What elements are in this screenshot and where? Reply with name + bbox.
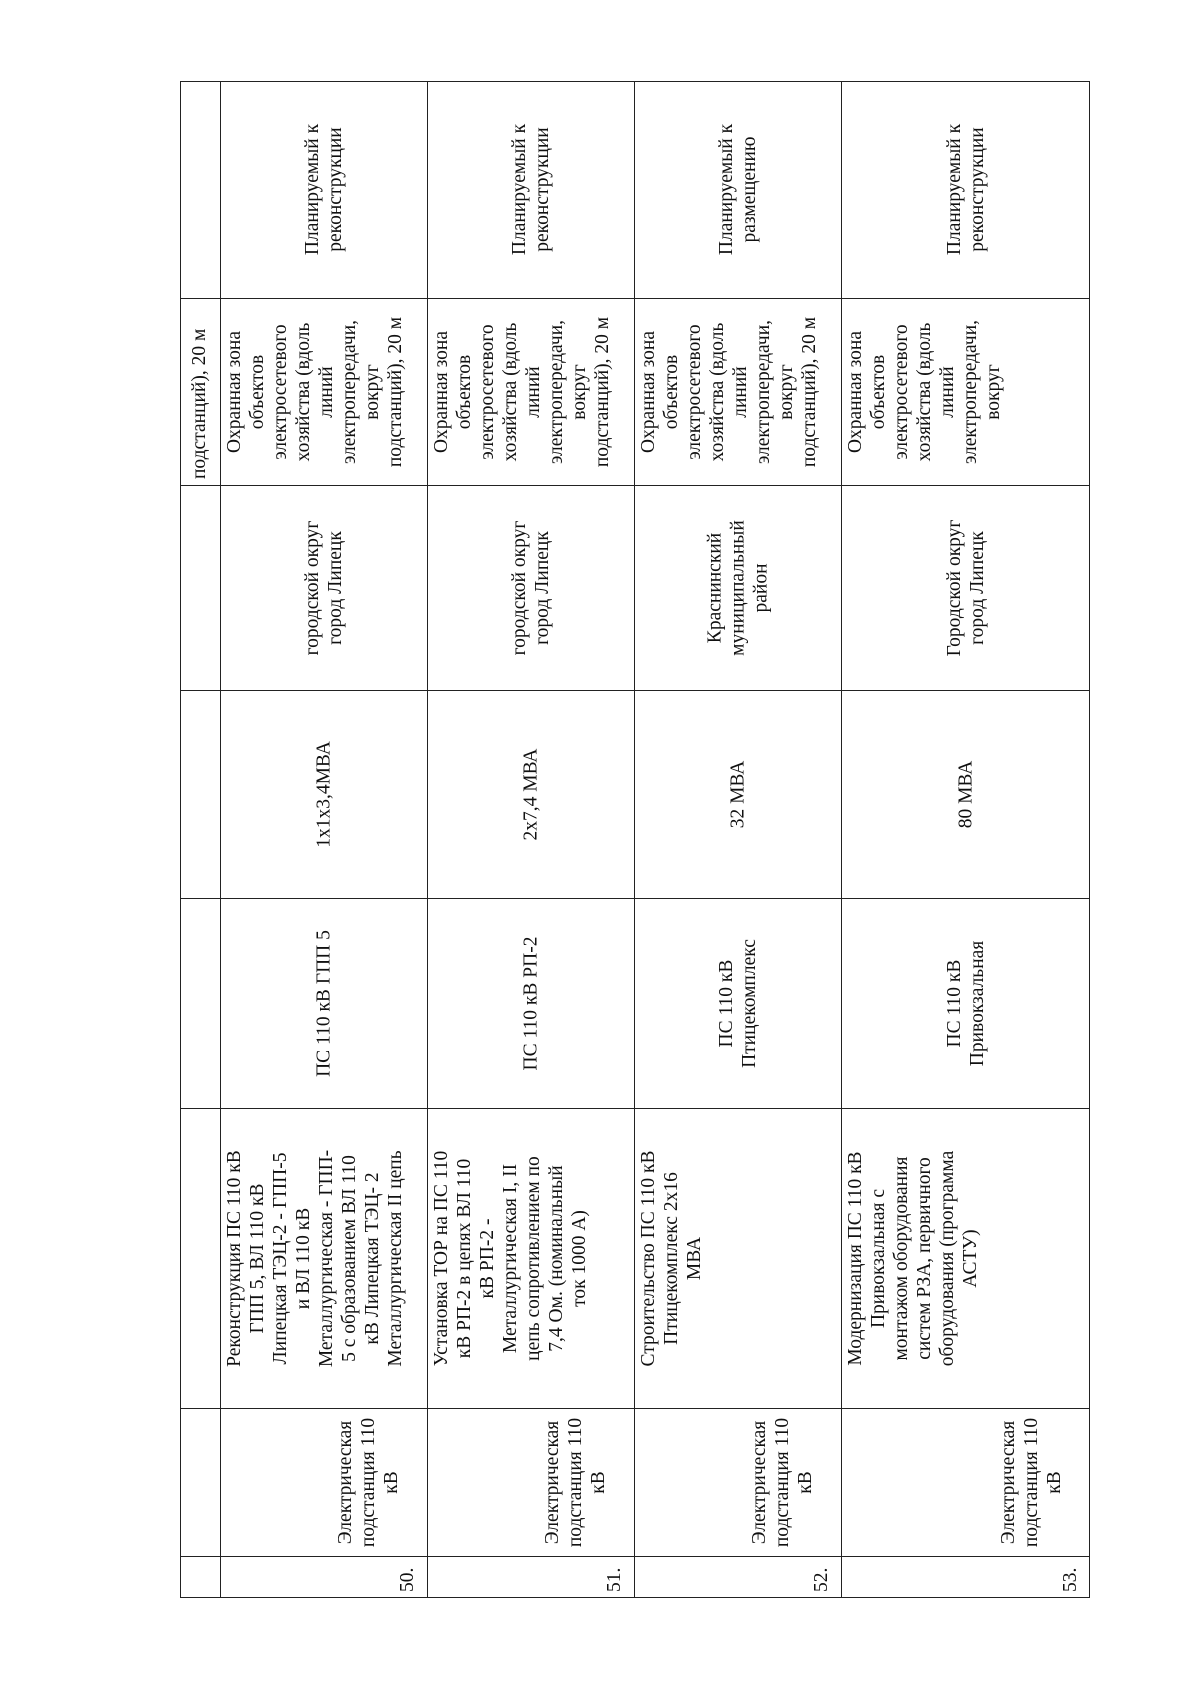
- status-text: [943, 81, 989, 298]
- text-line: реконструкции: [325, 127, 346, 252]
- cell-capacity: [842, 690, 1090, 898]
- text-line: Электрическая: [749, 1420, 770, 1545]
- text-line: Охранная зона: [224, 330, 245, 454]
- text-line: хозяйства (вдоль: [293, 322, 314, 462]
- num-text: [396, 1568, 419, 1592]
- cell-capacity: [635, 690, 841, 898]
- text-line: Охранная зона: [845, 330, 866, 454]
- cell-status: [180, 81, 220, 298]
- name-text: [943, 899, 989, 1108]
- cell-capacity: [180, 690, 220, 898]
- text-line: МВА: [684, 1236, 705, 1281]
- cell-location: [221, 485, 427, 690]
- text-line: АСТУ): [960, 1229, 981, 1288]
- text-line: объектов: [247, 354, 268, 430]
- cell-location: [428, 485, 634, 690]
- text-line: электропередачи,: [546, 319, 567, 465]
- text-line: Планируемый к: [716, 123, 737, 256]
- zone-text: [637, 299, 821, 485]
- location-text: [301, 486, 347, 690]
- cell-capacity: [221, 690, 427, 898]
- type-text: [748, 1409, 817, 1556]
- text-line: 1х1х3,4МВА: [313, 741, 335, 848]
- text-line: Привокзальная: [967, 940, 988, 1067]
- text-line: Охранная зона: [431, 330, 452, 454]
- text-line: кВ РП-2 -: [477, 1218, 498, 1299]
- cell-description: [221, 1108, 427, 1408]
- text-line: город Липецк: [967, 531, 988, 645]
- text-line: 32 МВА: [727, 760, 749, 829]
- text-line: электропередачи,: [960, 319, 981, 465]
- cell-num: [842, 1556, 1090, 1598]
- cell-type: [842, 1408, 1090, 1556]
- cell-location: [842, 485, 1090, 690]
- text-line: электропередачи,: [339, 319, 360, 465]
- cell-type: [180, 1408, 220, 1556]
- text-line: линий: [730, 366, 751, 418]
- table-row: [428, 81, 635, 1598]
- cell-capacity: [428, 690, 634, 898]
- cell-type: [635, 1408, 841, 1556]
- text-line: Привокзальная с: [868, 1188, 889, 1329]
- text-line: Реконструкция ПС 110 кВ: [224, 1150, 245, 1367]
- cell-status: [428, 81, 634, 298]
- text-line: 53.: [1060, 1567, 1081, 1592]
- text-line: Металлургическая II цепь: [385, 1150, 406, 1367]
- description-text: [223, 1109, 407, 1408]
- text-line: Краснинский: [704, 532, 726, 644]
- text-line: ПС 110 кВ: [944, 959, 965, 1048]
- text-line: город Липецк: [325, 531, 346, 645]
- text-line: линий: [316, 366, 337, 418]
- text-line: Охранная зона: [638, 330, 659, 454]
- name-text: [313, 899, 336, 1108]
- text-line: цепь сопротивлением по: [523, 1156, 544, 1361]
- cell-description: [180, 1108, 220, 1408]
- cell-description: [842, 1108, 1090, 1408]
- cell-num: [221, 1556, 427, 1598]
- text-line: подстанция 110: [1021, 1417, 1042, 1548]
- capacity-text: [955, 691, 978, 898]
- text-line: кВ РП-2 в цепях ВЛ 110: [454, 1158, 475, 1359]
- cell-status: [842, 81, 1090, 298]
- location-text: [508, 486, 554, 690]
- text-line: кВ Липецкая ТЭЦ- 2: [362, 1172, 383, 1345]
- description-text: [844, 1109, 982, 1408]
- text-line: Городской округ: [944, 519, 965, 657]
- text-line: объектов: [868, 354, 889, 430]
- cell-num: [635, 1556, 841, 1598]
- text-line: хозяйства (вдоль: [707, 322, 728, 462]
- text-line: реконструкции: [532, 127, 553, 252]
- objects-table: [180, 81, 1090, 1598]
- cell-zone: [428, 298, 634, 485]
- text-line: электросетевого: [891, 324, 912, 460]
- cell-num: [180, 1556, 220, 1598]
- text-line: Планируемый к: [302, 123, 323, 256]
- text-line: кВ: [381, 1471, 402, 1494]
- cell-num: [428, 1556, 634, 1598]
- num-text: [603, 1568, 626, 1592]
- text-line: кВ: [1044, 1471, 1065, 1494]
- num-text: [810, 1568, 833, 1592]
- text-line: Электрическая: [335, 1420, 356, 1545]
- text-line: вокруг: [983, 364, 1004, 420]
- num-text: [1059, 1568, 1082, 1592]
- text-line: ПС 110 кВ РП-2: [520, 936, 542, 1071]
- text-line: 52.: [811, 1567, 832, 1592]
- text-line: 51.: [604, 1567, 625, 1592]
- text-line: подстанция 110: [772, 1417, 793, 1548]
- text-line: ГПП 5, ВЛ 110 кВ: [247, 1183, 268, 1334]
- cell-description: [635, 1108, 841, 1408]
- text-line: линий: [937, 366, 958, 418]
- text-line: подстанций), 20 м: [592, 316, 613, 468]
- text-line: подстанций), 20 м: [385, 316, 406, 468]
- text-line: подстанция 110: [358, 1417, 379, 1548]
- text-line: вокруг: [362, 364, 383, 420]
- text-line: 80 МВА: [955, 760, 977, 829]
- text-line: хозяйства (вдоль: [914, 322, 935, 462]
- cell-zone: [221, 298, 427, 485]
- cell-name: [635, 898, 841, 1108]
- text-line: электросетевого: [270, 324, 291, 460]
- table-row-continuation: [180, 81, 221, 1598]
- text-line: монтажом оборудования: [891, 1156, 912, 1361]
- text-line: кВ: [588, 1471, 609, 1494]
- location-text: [943, 486, 989, 690]
- type-text: [334, 1409, 403, 1556]
- cell-zone: [635, 298, 841, 485]
- text-line: 50.: [397, 1567, 418, 1592]
- table-row: [842, 81, 1090, 1598]
- text-line: 7,4 Ом. (номинальный: [546, 1165, 567, 1352]
- zone-text: [844, 299, 1005, 485]
- table-viewport: [180, 81, 1090, 1598]
- text-line: и ВЛ 110 кВ: [293, 1207, 314, 1310]
- name-text: [715, 899, 761, 1108]
- zone-tail-text: подстанций), 20 м: [189, 328, 210, 479]
- text-line: систем РЗА, первичного: [914, 1157, 935, 1360]
- cell-type: [428, 1408, 634, 1556]
- text-line: муниципальный: [727, 520, 749, 656]
- capacity-text: [313, 691, 336, 898]
- cell-name: [180, 898, 220, 1108]
- text-line: реконструкции: [967, 127, 988, 252]
- table-row: [635, 81, 842, 1598]
- text-line: Модернизация ПС 110 кВ: [845, 1151, 866, 1366]
- cell-zone: [842, 298, 1090, 485]
- type-text: [541, 1409, 610, 1556]
- text-line: Строительство ПС 110 кВ: [638, 1150, 659, 1367]
- text-line: электросетевого: [477, 324, 498, 460]
- text-line: Металлургическая - ГПП-: [316, 1149, 337, 1368]
- cell-type: [221, 1408, 427, 1556]
- status-text: [301, 81, 347, 298]
- text-line: электросетевого: [684, 324, 705, 460]
- cell-location: [180, 485, 220, 690]
- cell-description: [428, 1108, 634, 1408]
- text-line: электропередачи,: [753, 319, 774, 465]
- zone-text: [223, 299, 407, 485]
- name-text: [520, 899, 543, 1108]
- status-text: [508, 81, 554, 298]
- text-line: вокруг: [776, 364, 797, 420]
- text-line: вокруг: [569, 364, 590, 420]
- cell-name: [428, 898, 634, 1108]
- text-line: Металлургическая I, II: [500, 1163, 521, 1354]
- text-line: Планируемый к: [944, 123, 965, 256]
- text-line: Птицекомплекс: [739, 939, 760, 1068]
- text-line: подстанций), 20 м: [799, 316, 820, 468]
- zone-text: [430, 299, 614, 485]
- cell-name: [842, 898, 1090, 1108]
- cell-location: [635, 485, 841, 690]
- capacity-text: [727, 691, 750, 898]
- text-line: ПС 110 кВ ГПП 5: [313, 930, 335, 1077]
- text-line: городской округ: [302, 520, 323, 656]
- location-text: [704, 486, 773, 690]
- cell-zone: [180, 298, 220, 485]
- text-line: оборудования (программа: [937, 1150, 958, 1367]
- text-line: кВ: [795, 1471, 816, 1494]
- text-line: Планируемый к: [509, 123, 530, 256]
- type-text: [997, 1409, 1066, 1556]
- text-line: ток 1000 А): [569, 1210, 590, 1307]
- text-line: Липецкая ТЭЦ-2 - ГПП-5: [270, 1152, 291, 1365]
- text-line: Электрическая: [998, 1420, 1019, 1545]
- cell-name: [221, 898, 427, 1108]
- text-line: ПС 110 кВ: [716, 959, 737, 1048]
- capacity-text: [520, 691, 543, 898]
- cell-status: [635, 81, 841, 298]
- text-line: 5 с образованием ВЛ 110: [339, 1155, 360, 1362]
- table-row: [221, 81, 428, 1598]
- text-line: Электрическая: [542, 1420, 563, 1545]
- text-line: объектов: [454, 354, 475, 430]
- text-line: город Липецк: [532, 531, 553, 645]
- text-line: 2х7,4 МВА: [520, 748, 542, 841]
- text-line: район: [750, 563, 772, 613]
- text-line: объектов: [661, 354, 682, 430]
- text-line: размещению: [739, 136, 760, 243]
- description-text: [430, 1109, 591, 1408]
- status-text: [715, 81, 761, 298]
- text-line: Птицекомплекс 2х16: [661, 1172, 682, 1345]
- text-line: городской округ: [509, 520, 530, 656]
- cell-status: [221, 81, 427, 298]
- description-text: [637, 1109, 706, 1408]
- text-line: подстанция 110: [565, 1417, 586, 1548]
- text-line: Установка ТОР на ПС 110: [431, 1150, 452, 1367]
- text-line: линий: [523, 366, 544, 418]
- text-line: хозяйства (вдоль: [500, 322, 521, 462]
